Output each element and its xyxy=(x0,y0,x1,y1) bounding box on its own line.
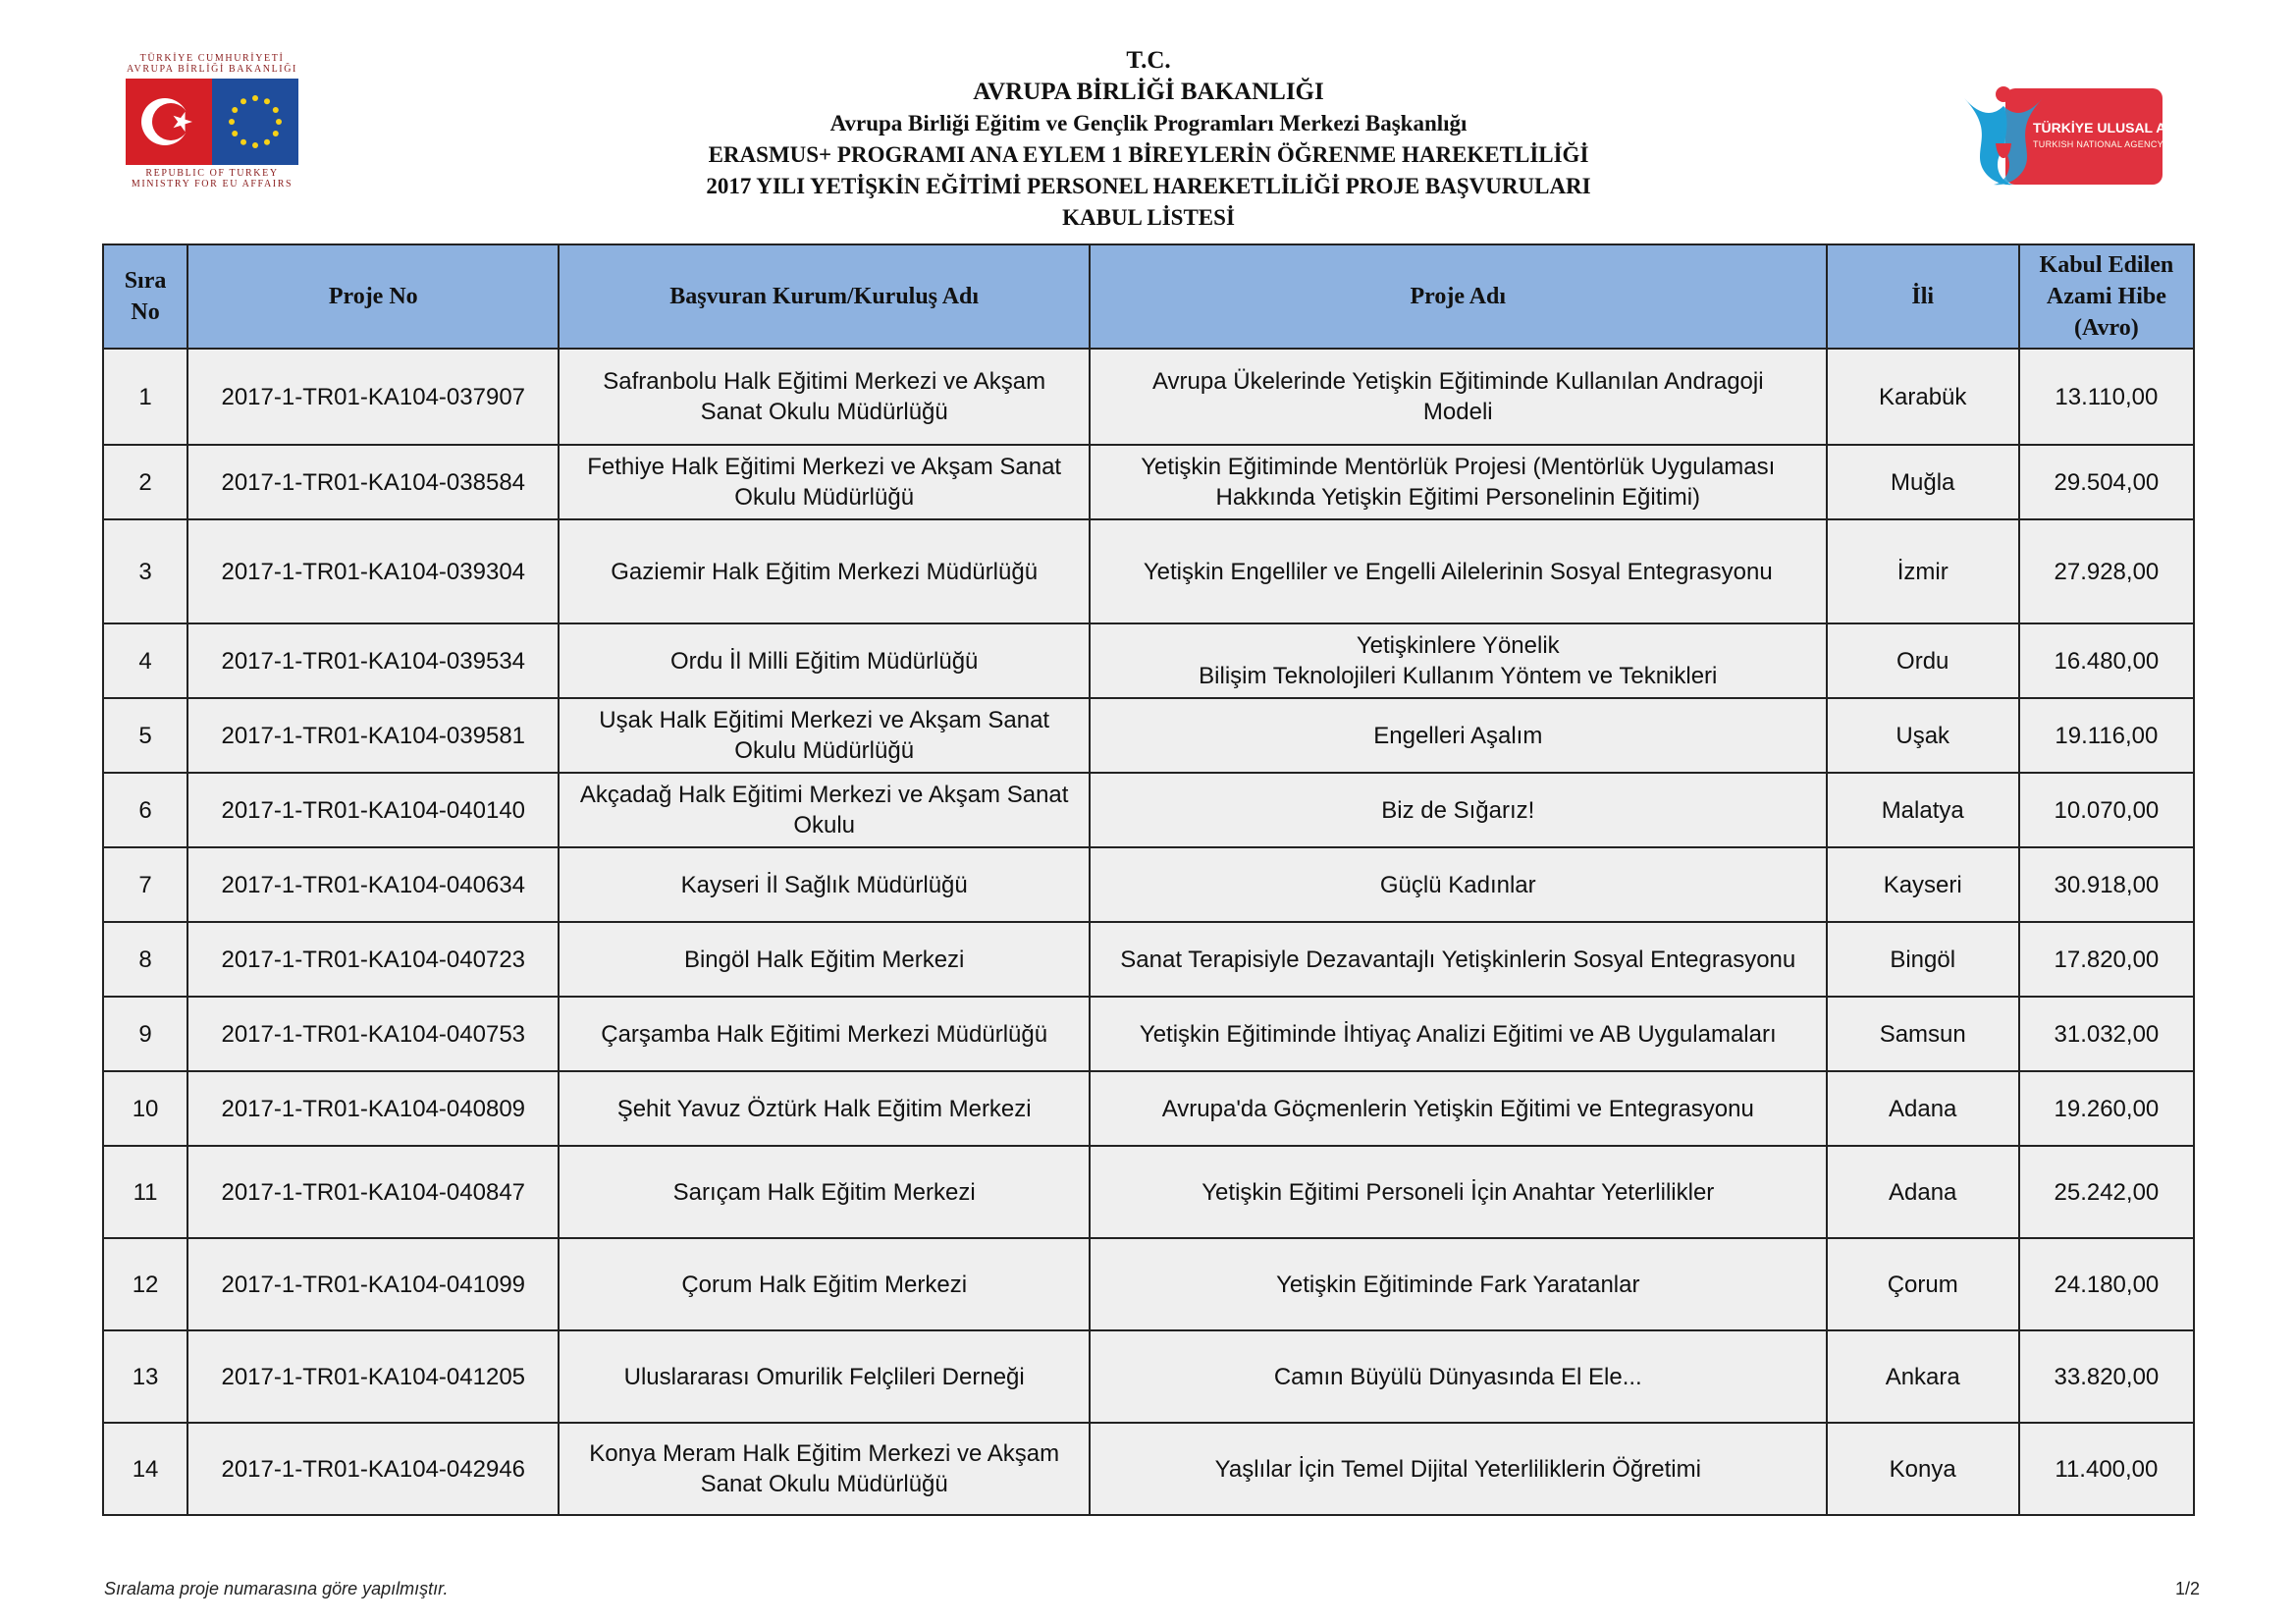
table-row xyxy=(103,1146,2194,1238)
cell-kurum: Akçadağ Halk Eğitimi Merkezi ve Akşam Sanat Okulu xyxy=(559,773,1090,847)
cell-proje-adi: Yetişkinlere Yönelik Bilişim Teknolojileri Kullanım Yöntem ve Teknikleri xyxy=(1090,623,1827,698)
logo-top-line2: AVRUPA BİRLİĞİ BAKANLIĞI xyxy=(127,64,297,75)
cell-il: Malatya xyxy=(1827,773,2019,847)
cell-kurum: Sarıçam Halk Eğitim Merkezi xyxy=(559,1146,1090,1238)
cell-hibe: 24.180,00 xyxy=(2019,1238,2194,1330)
table-row xyxy=(103,1330,2194,1423)
cell-hibe: 30.918,00 xyxy=(2019,847,2194,922)
table-row xyxy=(103,997,2194,1071)
cell-proje-adi: Yetişkin Engelliler ve Engelli Ailelerinin Sosyal Entegrasyonu xyxy=(1090,519,1827,623)
cell-hibe: 10.070,00 xyxy=(2019,773,2194,847)
cell-il: Ordu xyxy=(1827,623,2019,698)
cell-sira-no: 14 xyxy=(103,1423,187,1515)
cell-il: Çorum xyxy=(1827,1238,2019,1330)
cell-il: Kayseri xyxy=(1827,847,2019,922)
col-header-proje-adi: Proje Adı xyxy=(1090,244,1827,349)
cell-sira-no: 9 xyxy=(103,997,187,1071)
header-line-tc: T.C. xyxy=(1126,47,1171,74)
cell-proje-no: 2017-1-TR01-KA104-040753 xyxy=(187,997,559,1071)
figure-icon xyxy=(1958,84,2166,189)
cell-kurum: Fethiye Halk Eğitimi Merkezi ve Akşam Sanat Okulu Müdürlüğü xyxy=(559,445,1090,519)
cell-proje-no: 2017-1-TR01-KA104-040847 xyxy=(187,1146,559,1238)
cell-sira-no: 10 xyxy=(103,1071,187,1146)
header-line-ministry: AVRUPA BİRLİĞİ BAKANLIĞI xyxy=(973,79,1324,105)
cell-hibe: 11.400,00 xyxy=(2019,1423,2194,1515)
cell-il: Bingöl xyxy=(1827,922,2019,997)
cell-proje-no: 2017-1-TR01-KA104-042946 xyxy=(187,1423,559,1515)
eu-flag-icon xyxy=(212,79,298,165)
cell-hibe: 33.820,00 xyxy=(2019,1330,2194,1423)
header-line-list: KABUL LİSTESİ xyxy=(1062,205,1235,230)
cell-kurum: Safranbolu Halk Eğitimi Merkezi ve Akşam Sanat Okulu Müdürlüğü xyxy=(559,349,1090,445)
cell-proje-no: 2017-1-TR01-KA104-040140 xyxy=(187,773,559,847)
cell-proje-adi: Güçlü Kadınlar xyxy=(1090,847,1827,922)
cell-hibe: 25.242,00 xyxy=(2019,1146,2194,1238)
sorting-note: Sıralama proje numarasına göre yapılmıştır. xyxy=(104,1579,449,1598)
logo-top-line1: TÜRKİYE CUMHURİYETİ xyxy=(139,53,285,64)
table-row xyxy=(103,847,2194,922)
cell-il: Uşak xyxy=(1827,698,2019,773)
table-row xyxy=(103,519,2194,623)
table-row xyxy=(103,1238,2194,1330)
cell-proje-adi: Avrupa'da Göçmenlerin Yetişkin Eğitimi ve Entegrasyonu xyxy=(1090,1071,1827,1146)
cell-il: Konya xyxy=(1827,1423,2019,1515)
cell-hibe: 16.480,00 xyxy=(2019,623,2194,698)
cell-proje-no: 2017-1-TR01-KA104-040809 xyxy=(187,1071,559,1146)
table-row xyxy=(103,773,2194,847)
cell-kurum: Şehit Yavuz Öztürk Halk Eğitim Merkezi xyxy=(559,1071,1090,1146)
table-row xyxy=(103,922,2194,997)
national-agency-logo xyxy=(1958,84,2207,189)
turkish-flag-icon xyxy=(126,79,212,165)
cell-proje-adi: Engelleri Aşalım xyxy=(1090,698,1827,773)
cell-proje-adi: Yetişkin Eğitiminde İhtiyaç Analizi Eğitimi ve AB Uygulamaları xyxy=(1090,997,1827,1071)
col-header-sira: Sıra No xyxy=(103,244,187,349)
cell-hibe: 31.032,00 xyxy=(2019,997,2194,1071)
cell-il: Adana xyxy=(1827,1146,2019,1238)
cell-sira-no: 5 xyxy=(103,698,187,773)
cell-sira-no: 13 xyxy=(103,1330,187,1423)
cell-kurum: Konya Meram Halk Eğitim Merkezi ve Akşam Sanat Okulu Müdürlüğü xyxy=(559,1423,1090,1515)
cell-proje-no: 2017-1-TR01-KA104-041099 xyxy=(187,1238,559,1330)
cell-il: Adana xyxy=(1827,1071,2019,1146)
cell-sira-no: 7 xyxy=(103,847,187,922)
cell-kurum: Uşak Halk Eğitimi Merkezi ve Akşam Sanat Okulu Müdürlüğü xyxy=(559,698,1090,773)
cell-sira-no: 11 xyxy=(103,1146,187,1238)
header-line-center: Avrupa Birliği Eğitim ve Gençlik Programları Merkezi Başkanlığı xyxy=(829,111,1468,135)
logo-bottom-line2: MINISTRY FOR EU AFFAIRS xyxy=(131,179,294,189)
acceptance-table xyxy=(102,244,2195,1516)
table-row xyxy=(103,1423,2194,1515)
cell-kurum: Kayseri İl Sağlık Müdürlüğü xyxy=(559,847,1090,922)
cell-il: Samsun xyxy=(1827,997,2019,1071)
table-row xyxy=(103,698,2194,773)
cell-il: Muğla xyxy=(1827,445,2019,519)
cell-hibe: 27.928,00 xyxy=(2019,519,2194,623)
table-row xyxy=(103,445,2194,519)
col-header-hibe: Kabul Edilen Azami Hibe (Avro) xyxy=(2019,244,2194,349)
header-line-call: 2017 YILI YETİŞKİN EĞİTİMİ PERSONEL HAREKETLİLİĞİ PROJE BAŞVURULARI xyxy=(706,174,1591,198)
agency-name-en: TURKISH NATIONAL AGENCY xyxy=(2033,139,2163,149)
cell-sira-no: 6 xyxy=(103,773,187,847)
page-number: 1/2 xyxy=(2175,1579,2201,1598)
cell-proje-adi: Camın Büyülü Dünyasında El Ele... xyxy=(1090,1330,1827,1423)
cell-proje-no: 2017-1-TR01-KA104-039534 xyxy=(187,623,559,698)
cell-il: İzmir xyxy=(1827,519,2019,623)
document-header xyxy=(550,45,1747,234)
cell-sira-no: 12 xyxy=(103,1238,187,1330)
cell-sira-no: 4 xyxy=(103,623,187,698)
cell-kurum: Uluslararası Omurilik Felçlileri Derneği xyxy=(559,1330,1090,1423)
cell-proje-adi: Avrupa Ükelerinde Yetişkin Eğitiminde Kullanılan Andragoji Modeli xyxy=(1090,349,1827,445)
cell-il: Karabük xyxy=(1827,349,2019,445)
cell-proje-no: 2017-1-TR01-KA104-037907 xyxy=(187,349,559,445)
ministry-logo xyxy=(124,53,300,189)
cell-kurum: Çorum Halk Eğitim Merkezi xyxy=(559,1238,1090,1330)
table-row xyxy=(103,1071,2194,1146)
col-header-kurum: Başvuran Kurum/Kuruluş Adı xyxy=(559,244,1090,349)
table-row xyxy=(103,349,2194,445)
cell-hibe: 17.820,00 xyxy=(2019,922,2194,997)
cell-proje-adi: Yaşlılar İçin Temel Dijital Yeterliliklerin Öğretimi xyxy=(1090,1423,1827,1515)
cell-sira-no: 2 xyxy=(103,445,187,519)
cell-proje-adi: Biz de Sığarız! xyxy=(1090,773,1827,847)
cell-hibe: 13.110,00 xyxy=(2019,349,2194,445)
cell-proje-no: 2017-1-TR01-KA104-040634 xyxy=(187,847,559,922)
flags-emblem xyxy=(126,79,298,165)
cell-proje-adi: Yetişkin Eğitiminde Fark Yaratanlar xyxy=(1090,1238,1827,1330)
cell-proje-no: 2017-1-TR01-KA104-041205 xyxy=(187,1330,559,1423)
cell-hibe: 19.116,00 xyxy=(2019,698,2194,773)
cell-hibe: 19.260,00 xyxy=(2019,1071,2194,1146)
cell-hibe: 29.504,00 xyxy=(2019,445,2194,519)
cell-proje-no: 2017-1-TR01-KA104-038584 xyxy=(187,445,559,519)
cell-kurum: Bingöl Halk Eğitim Merkezi xyxy=(559,922,1090,997)
header-line-program: ERASMUS+ PROGRAMI ANA EYLEM 1 BİREYLERİN ÖĞRENME HAREKETLİLİĞİ xyxy=(708,142,1589,167)
table-header-row xyxy=(103,244,2194,349)
cell-kurum: Çarşamba Halk Eğitimi Merkezi Müdürlüğü xyxy=(559,997,1090,1071)
cell-proje-no: 2017-1-TR01-KA104-040723 xyxy=(187,922,559,997)
cell-proje-no: 2017-1-TR01-KA104-039304 xyxy=(187,519,559,623)
col-header-ili: İli xyxy=(1827,244,2019,349)
cell-proje-adi: Sanat Terapisiyle Dezavantajlı Yetişkinlerin Sosyal Entegrasyonu xyxy=(1090,922,1827,997)
cell-il: Ankara xyxy=(1827,1330,2019,1423)
cell-proje-adi: Yetişkin Eğitiminde Mentörlük Projesi (Mentörlük Uygulaması Hakkında Yetişkin Eğitimi Personelinin Eğitimi) xyxy=(1090,445,1827,519)
logo-bottom-line1: REPUBLIC OF TURKEY xyxy=(145,168,279,179)
table-row xyxy=(103,623,2194,698)
cell-sira-no: 3 xyxy=(103,519,187,623)
agency-name-tr: TÜRKİYE ULUSAL AJANSI xyxy=(2033,120,2207,135)
cell-kurum: Gaziemir Halk Eğitim Merkezi Müdürlüğü xyxy=(559,519,1090,623)
cell-proje-adi: Yetişkin Eğitimi Personeli İçin Anahtar Yeterlilikler xyxy=(1090,1146,1827,1238)
col-header-proje-no: Proje No xyxy=(187,244,559,349)
cell-kurum: Ordu İl Milli Eğitim Müdürlüğü xyxy=(559,623,1090,698)
cell-sira-no: 8 xyxy=(103,922,187,997)
cell-proje-no: 2017-1-TR01-KA104-039581 xyxy=(187,698,559,773)
cell-sira-no: 1 xyxy=(103,349,187,445)
